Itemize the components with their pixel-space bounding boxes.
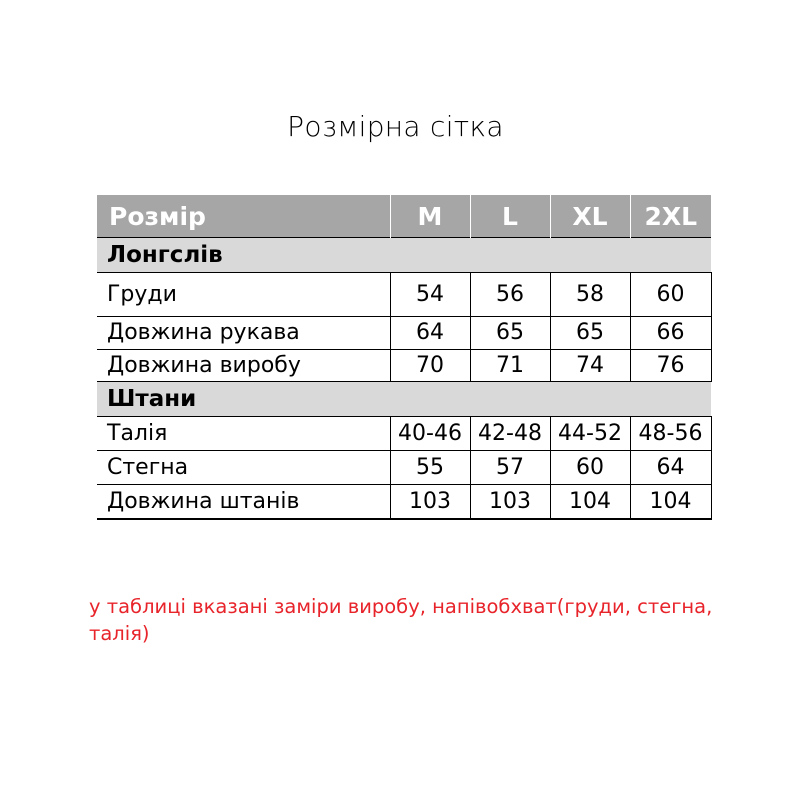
table-cell: 65 <box>470 317 550 350</box>
section-row-pants <box>97 382 711 417</box>
table-cell: 57 <box>470 451 550 485</box>
table-cell: 70 <box>390 350 470 382</box>
table-row <box>97 350 711 382</box>
table-cell: 42-48 <box>470 417 550 451</box>
row-label: Довжина штанів <box>97 485 390 520</box>
size-chart-table <box>97 195 712 520</box>
table-header-row <box>97 195 711 238</box>
table-row <box>97 451 711 485</box>
table-cell: 65 <box>550 317 630 350</box>
row-label: Довжина виробу <box>97 350 390 382</box>
table-cell: 71 <box>470 350 550 382</box>
table-cell: 44-52 <box>550 417 630 451</box>
measurement-note: у таблиці вказані заміри виробу, напівобхват(груди, стегна, талія) <box>89 595 713 645</box>
table-cell: 60 <box>550 451 630 485</box>
table-cell: 103 <box>470 485 550 520</box>
table-cell: 104 <box>550 485 630 520</box>
row-label: Стегна <box>97 451 390 485</box>
row-label: Талія <box>97 417 390 451</box>
table-cell: 48-56 <box>630 417 711 451</box>
size-header-label: Розмір <box>97 195 390 238</box>
table-cell: 104 <box>630 485 711 520</box>
size-header-l: L <box>470 195 550 238</box>
table-row <box>97 317 711 350</box>
table-row <box>97 485 711 520</box>
section-title: Лонгслів <box>97 238 711 273</box>
page-title: Розмірна сітка <box>287 110 504 143</box>
table-row <box>97 273 711 317</box>
table-cell: 76 <box>630 350 711 382</box>
table-cell: 55 <box>390 451 470 485</box>
row-label: Груди <box>97 273 390 317</box>
table-cell: 103 <box>390 485 470 520</box>
size-header-xl: XL <box>550 195 630 238</box>
table-cell: 60 <box>630 273 711 317</box>
section-row-longsleeve <box>97 238 711 273</box>
table-row <box>97 417 711 451</box>
table-cell: 66 <box>630 317 711 350</box>
table-cell: 58 <box>550 273 630 317</box>
table-cell: 54 <box>390 273 470 317</box>
row-label: Довжина рукава <box>97 317 390 350</box>
section-title: Штани <box>97 382 711 417</box>
size-header-m: M <box>390 195 470 238</box>
size-header-2xl: 2XL <box>630 195 711 238</box>
table-cell: 64 <box>390 317 470 350</box>
table-cell: 40-46 <box>390 417 470 451</box>
table-cell: 56 <box>470 273 550 317</box>
table-cell: 64 <box>630 451 711 485</box>
table-cell: 74 <box>550 350 630 382</box>
